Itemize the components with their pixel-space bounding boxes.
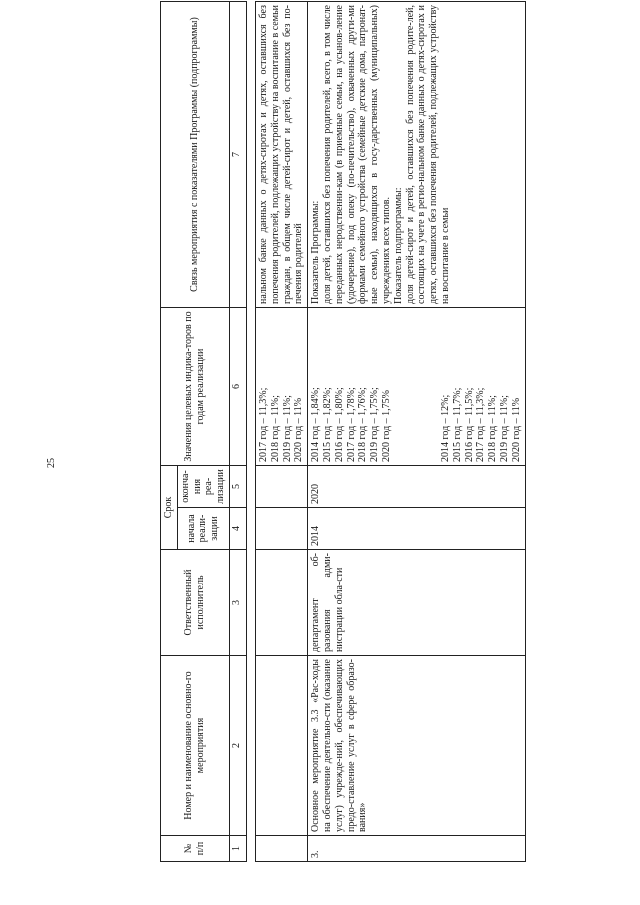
- column-number: 7: [229, 2, 246, 308]
- measure-cell: Основное мероприятие 3.3 «Рас-ходы на обеспечение деятельно-сти (оказание услуг) учрежде-ний, обеспечивающих предо-ставление услуг в сфере образо-вания»: [308, 656, 525, 836]
- header-executor: Ответственный исполнитель: [161, 550, 230, 656]
- column-number-row: [229, 2, 246, 862]
- page-number: 25: [46, 458, 57, 468]
- column-number: 1: [229, 836, 246, 862]
- executor-cell: департамент об-разования адми-нистрации обла-сти: [308, 550, 525, 656]
- column-number: 2: [229, 656, 246, 836]
- link-title: Показатель подпрограммы:: [392, 187, 404, 304]
- values-cell: 2014 год – 1,84%; 2015 год – 1,82%; 2016 год – 1,80%; 2017 год – 1,78%; 2018 год – 1,76%; 2019 год – 1,75%; 2020 год – 1,75% 2014 год – 12%; 2015 год – 11,7%; 2016 год – 11,5%; 2017 год – 11,3%; 2018 год – 11%; 2019 год – 11%; 2020 год – 11%: [308, 308, 525, 466]
- link-cell: нальном банке данных о детях-сиротах и детях, оставшихся без попечения родителей, подлежащих устройству на воспитание в семьи граждан, в общем числе детей-сирот и детей, оставшихся без по-печения родителей: [255, 2, 307, 308]
- values-cell: 2017 год – 11,3%; 2018 год – 11%; 2019 год – 11%; 2020 год – 11%: [255, 308, 307, 466]
- header-end: оконча-ния реа-лизации: [177, 466, 229, 508]
- link-title: Показатель Программы:: [310, 200, 322, 304]
- end-cell: 2020: [308, 466, 525, 508]
- header-values: Значения целевых индика-торов по годам реализации: [161, 308, 230, 466]
- gap-row: [246, 2, 255, 862]
- header-row: [161, 2, 178, 862]
- link-text: доля детей, оставшихся без попечения родителей, всего, в том числе переданных неродственни-кам (в приемные семьи, на усынов-ление (удочерение), под опеку (по-печительство), охваченных други-ми формами семейного устройства (семейные детские дома, патронат-ные семьи), находящихся в госу-дарственных (муниципальных) учреждениях всех типов.: [321, 5, 392, 304]
- header-start: начала реали-зации: [177, 508, 229, 550]
- column-number: 6: [229, 308, 246, 466]
- column-number: 3: [229, 550, 246, 656]
- row-number: 3.: [308, 836, 525, 862]
- column-number: 5: [229, 466, 246, 508]
- header-number: № п/п: [161, 836, 230, 862]
- table-row-3: [308, 2, 525, 862]
- link-text: доля детей-сирот и детей, оставшихся без попечения родите-лей, состоящих на учете в регио-нальном банке данных о детях-сиротах и детях, оставшихся без попечения родителей, подлежащих устройству на воспитание в семьи: [404, 5, 451, 304]
- header-term: Срок: [161, 466, 178, 550]
- column-number: 4: [229, 508, 246, 550]
- link-cell: [308, 2, 525, 308]
- table-row-continuation: [255, 2, 307, 862]
- header-measure: Номер и наименование основно-го мероприятия: [161, 656, 230, 836]
- measures-table: [160, 1, 526, 862]
- rotated-table-container: [160, 2, 640, 862]
- header-link: Связь мероприятия с показателями Программы (подпрограммы): [161, 2, 230, 308]
- start-cell: 2014: [308, 508, 525, 550]
